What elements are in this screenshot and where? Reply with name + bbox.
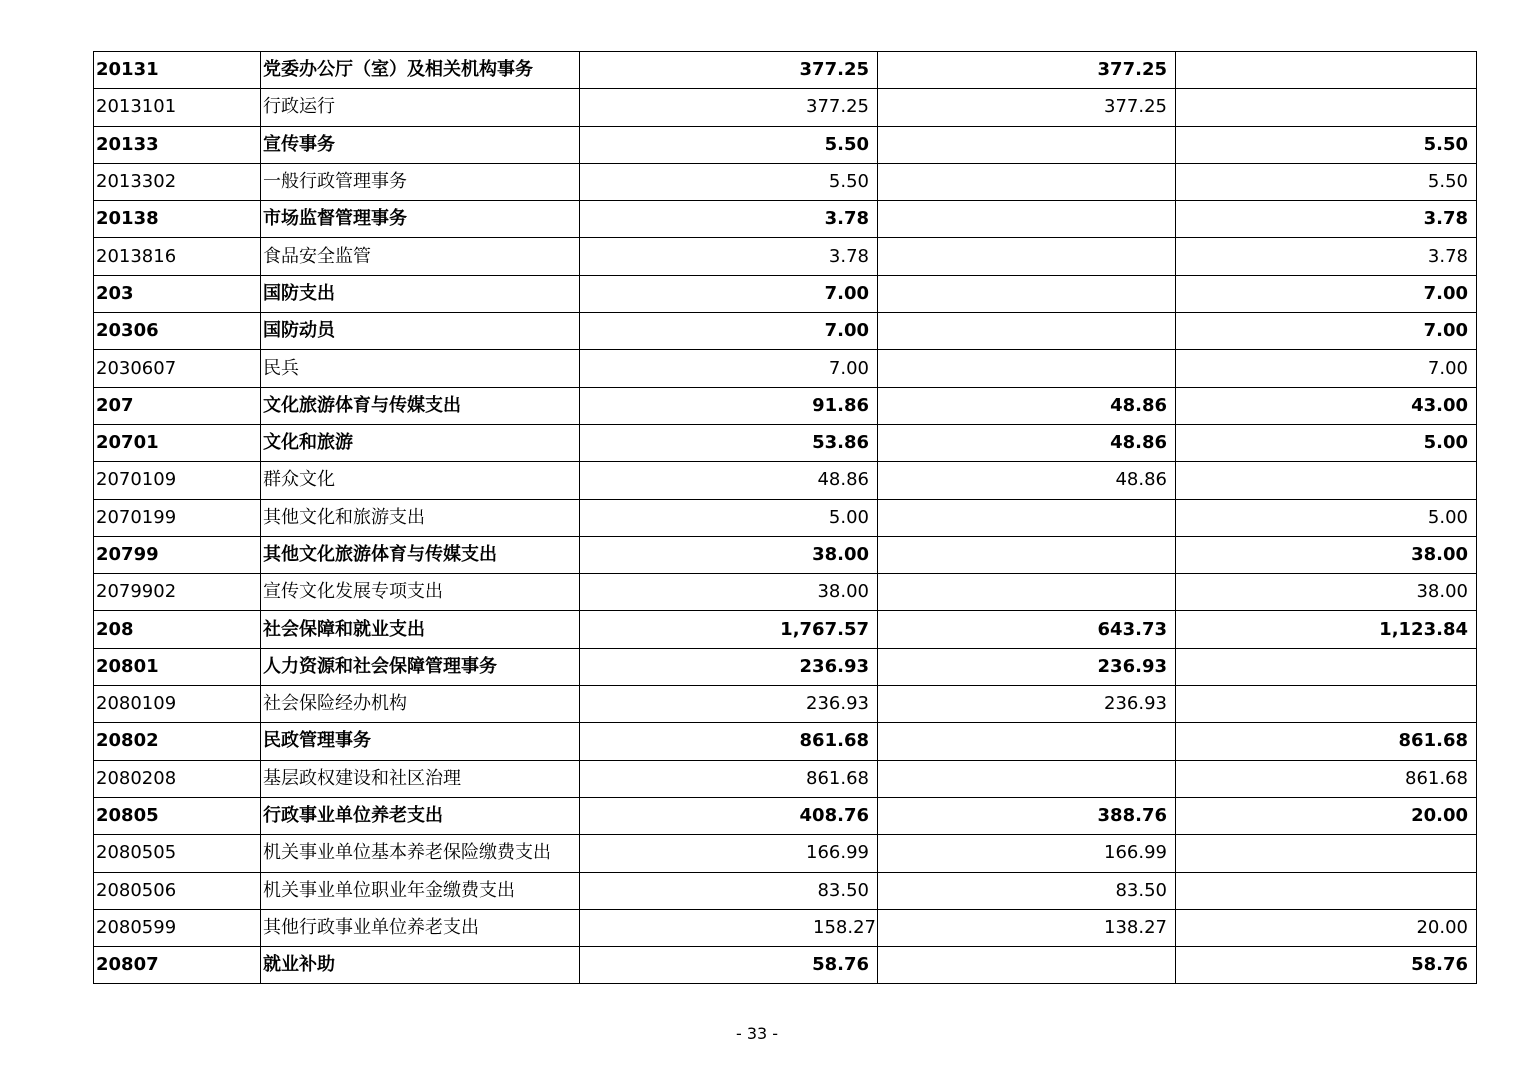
cell-project: 43.00 — [1176, 387, 1477, 424]
cell-project — [1176, 52, 1477, 89]
cell-basic: 377.25 — [878, 52, 1176, 89]
cell-code: 2070199 — [94, 499, 261, 536]
table-row — [94, 350, 1477, 387]
cell-project: 38.00 — [1176, 536, 1477, 573]
table-row — [94, 909, 1477, 946]
cell-code: 2013816 — [94, 238, 261, 275]
cell-code: 20131 — [94, 52, 261, 89]
cell-total: 3.78 — [580, 201, 878, 238]
cell-project: 1,123.84 — [1176, 611, 1477, 648]
cell-basic: 48.86 — [878, 387, 1176, 424]
cell-total: 7.00 — [580, 275, 878, 312]
cell-name: 社会保障和就业支出 — [261, 611, 580, 648]
table-row — [94, 574, 1477, 611]
table-row — [94, 947, 1477, 984]
cell-basic: 48.86 — [878, 462, 1176, 499]
cell-total: 83.50 — [580, 872, 878, 909]
cell-basic — [878, 126, 1176, 163]
cell-code: 20805 — [94, 797, 261, 834]
table-row — [94, 723, 1477, 760]
cell-code: 20701 — [94, 424, 261, 461]
cell-basic — [878, 350, 1176, 387]
cell-total: 58.76 — [580, 947, 878, 984]
table-row — [94, 424, 1477, 461]
cell-basic — [878, 499, 1176, 536]
cell-project: 3.78 — [1176, 201, 1477, 238]
cell-basic — [878, 574, 1176, 611]
cell-total: 166.99 — [580, 835, 878, 872]
cell-basic — [878, 723, 1176, 760]
cell-total: 861.68 — [580, 723, 878, 760]
cell-name: 国防动员 — [261, 313, 580, 350]
cell-total: 38.00 — [580, 574, 878, 611]
cell-total: 3.78 — [580, 238, 878, 275]
cell-name: 行政事业单位养老支出 — [261, 797, 580, 834]
cell-basic: 643.73 — [878, 611, 1176, 648]
cell-total: 5.50 — [580, 163, 878, 200]
cell-basic: 48.86 — [878, 424, 1176, 461]
cell-basic — [878, 760, 1176, 797]
cell-project: 861.68 — [1176, 723, 1477, 760]
budget-table-body — [94, 52, 1477, 984]
cell-code: 20801 — [94, 648, 261, 685]
cell-name: 其他行政事业单位养老支出 — [261, 909, 580, 946]
cell-name: 社会保险经办机构 — [261, 686, 580, 723]
table-row — [94, 238, 1477, 275]
cell-basic — [878, 201, 1176, 238]
cell-basic: 388.76 — [878, 797, 1176, 834]
cell-code: 20807 — [94, 947, 261, 984]
cell-code: 20306 — [94, 313, 261, 350]
cell-total: 408.76 — [580, 797, 878, 834]
cell-project: 5.50 — [1176, 126, 1477, 163]
cell-basic: 236.93 — [878, 686, 1176, 723]
cell-total: 158.27 — [580, 909, 878, 946]
cell-basic — [878, 947, 1176, 984]
cell-project: 20.00 — [1176, 909, 1477, 946]
cell-total: 7.00 — [580, 313, 878, 350]
cell-project: 3.78 — [1176, 238, 1477, 275]
cell-name: 文化旅游体育与传媒支出 — [261, 387, 580, 424]
cell-total: 38.00 — [580, 536, 878, 573]
cell-basic: 138.27 — [878, 909, 1176, 946]
cell-code: 208 — [94, 611, 261, 648]
cell-name: 食品安全监管 — [261, 238, 580, 275]
cell-total: 5.00 — [580, 499, 878, 536]
cell-name: 民政管理事务 — [261, 723, 580, 760]
cell-code: 2080505 — [94, 835, 261, 872]
cell-total: 1,767.57 — [580, 611, 878, 648]
cell-code: 2013101 — [94, 89, 261, 126]
cell-basic — [878, 163, 1176, 200]
cell-total: 377.25 — [580, 52, 878, 89]
page-number: - 33 - — [735, 1024, 779, 1043]
table-row — [94, 835, 1477, 872]
cell-project: 7.00 — [1176, 350, 1477, 387]
cell-name: 国防支出 — [261, 275, 580, 312]
cell-basic — [878, 536, 1176, 573]
cell-name: 宣传文化发展专项支出 — [261, 574, 580, 611]
cell-project: 5.00 — [1176, 499, 1477, 536]
cell-project: 20.00 — [1176, 797, 1477, 834]
table-row — [94, 872, 1477, 909]
cell-code: 207 — [94, 387, 261, 424]
cell-basic — [878, 275, 1176, 312]
cell-code: 2080599 — [94, 909, 261, 946]
cell-code: 2079902 — [94, 574, 261, 611]
cell-code: 20799 — [94, 536, 261, 573]
cell-name: 机关事业单位职业年金缴费支出 — [261, 872, 580, 909]
cell-code: 2080109 — [94, 686, 261, 723]
table-row — [94, 313, 1477, 350]
table-row — [94, 648, 1477, 685]
table-row — [94, 126, 1477, 163]
cell-basic — [878, 313, 1176, 350]
cell-project: 7.00 — [1176, 313, 1477, 350]
cell-code: 2030607 — [94, 350, 261, 387]
table-row — [94, 163, 1477, 200]
table-row — [94, 686, 1477, 723]
cell-name: 就业补助 — [261, 947, 580, 984]
cell-basic: 83.50 — [878, 872, 1176, 909]
cell-total: 236.93 — [580, 648, 878, 685]
cell-project: 5.00 — [1176, 424, 1477, 461]
cell-name: 文化和旅游 — [261, 424, 580, 461]
cell-code: 2080506 — [94, 872, 261, 909]
cell-name: 市场监督管理事务 — [261, 201, 580, 238]
cell-code: 2070109 — [94, 462, 261, 499]
cell-code: 20138 — [94, 201, 261, 238]
table-row — [94, 201, 1477, 238]
cell-code: 203 — [94, 275, 261, 312]
cell-name: 基层政权建设和社区治理 — [261, 760, 580, 797]
cell-project — [1176, 872, 1477, 909]
table-row — [94, 89, 1477, 126]
cell-name: 机关事业单位基本养老保险缴费支出 — [261, 835, 580, 872]
cell-code: 20802 — [94, 723, 261, 760]
cell-name: 民兵 — [261, 350, 580, 387]
cell-name: 宣传事务 — [261, 126, 580, 163]
table-row — [94, 275, 1477, 312]
cell-name: 党委办公厅（室）及相关机构事务 — [261, 52, 580, 89]
cell-basic: 377.25 — [878, 89, 1176, 126]
table-row — [94, 536, 1477, 573]
table-row — [94, 499, 1477, 536]
cell-name: 人力资源和社会保障管理事务 — [261, 648, 580, 685]
cell-name: 其他文化旅游体育与传媒支出 — [261, 536, 580, 573]
cell-project: 5.50 — [1176, 163, 1477, 200]
cell-project: 861.68 — [1176, 760, 1477, 797]
cell-total: 861.68 — [580, 760, 878, 797]
cell-basic: 236.93 — [878, 648, 1176, 685]
cell-project: 7.00 — [1176, 275, 1477, 312]
cell-total: 7.00 — [580, 350, 878, 387]
cell-total: 5.50 — [580, 126, 878, 163]
table-row — [94, 797, 1477, 834]
cell-name: 群众文化 — [261, 462, 580, 499]
cell-name: 其他文化和旅游支出 — [261, 499, 580, 536]
cell-project: 38.00 — [1176, 574, 1477, 611]
cell-total: 377.25 — [580, 89, 878, 126]
cell-project — [1176, 89, 1477, 126]
cell-project — [1176, 462, 1477, 499]
cell-project: 58.76 — [1176, 947, 1477, 984]
cell-total: 53.86 — [580, 424, 878, 461]
table-row — [94, 52, 1477, 89]
cell-total: 236.93 — [580, 686, 878, 723]
table-row — [94, 462, 1477, 499]
cell-project — [1176, 686, 1477, 723]
cell-project — [1176, 648, 1477, 685]
cell-total: 91.86 — [580, 387, 878, 424]
budget-table — [93, 51, 1477, 984]
cell-basic: 166.99 — [878, 835, 1176, 872]
cell-total: 48.86 — [580, 462, 878, 499]
cell-code: 2080208 — [94, 760, 261, 797]
cell-basic — [878, 238, 1176, 275]
table-row — [94, 760, 1477, 797]
cell-code: 20133 — [94, 126, 261, 163]
cell-project — [1176, 835, 1477, 872]
cell-code: 2013302 — [94, 163, 261, 200]
table-row — [94, 611, 1477, 648]
cell-name: 行政运行 — [261, 89, 580, 126]
cell-name: 一般行政管理事务 — [261, 163, 580, 200]
table-row — [94, 387, 1477, 424]
